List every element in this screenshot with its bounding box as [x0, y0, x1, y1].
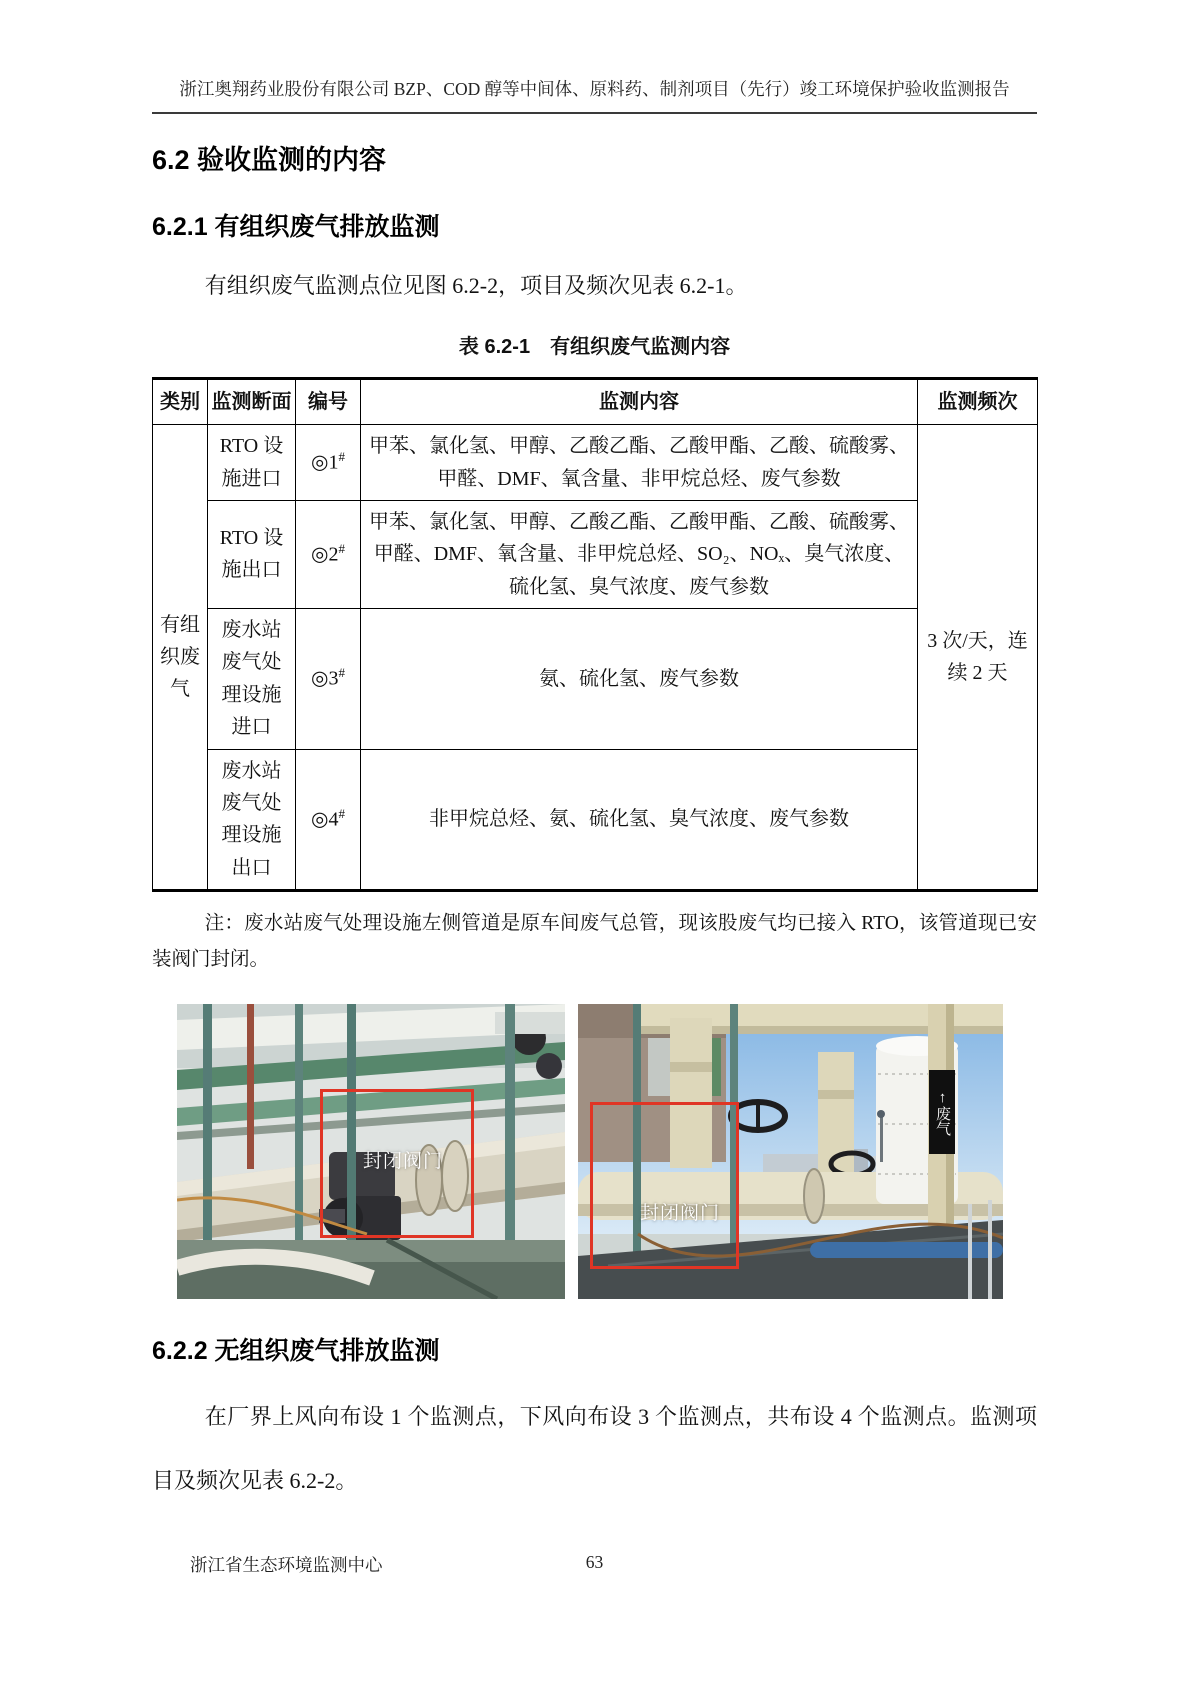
code-superscript: #: [338, 448, 345, 464]
closed-valve-label-right: 封闭阀门: [640, 1203, 721, 1225]
table-row: [153, 609, 1038, 750]
photo-left-closed-valve: [177, 1004, 565, 1299]
photo-row: [177, 1004, 1037, 1299]
blue-pipe: [810, 1242, 1003, 1258]
column-header-code: 编号: [296, 379, 361, 425]
column-header-content: 监测内容: [361, 379, 918, 425]
code-text: ◎1: [311, 451, 339, 474]
section-heading-6-2-1: 6.2.1 有组织废气排放监测: [152, 213, 440, 242]
monitoring-table: [152, 377, 1038, 892]
paragraph-6-2-1: 有组织废气监测点位见图 6.2-2，项目及频次见表 6.2-1。: [204, 273, 748, 299]
content-cell: 甲苯、氯化氢、甲醇、乙酸乙酯、乙酸甲酯、乙酸、硫酸雾、甲醛、DMF、氧含量、非甲烷总烃、SO₂、NOₓ、臭气浓度、硫化氢、臭气浓度、废气参数: [361, 500, 918, 608]
code-text: ◎2: [311, 543, 339, 566]
section-heading-6-2: 6.2 验收监测的内容: [152, 145, 387, 176]
section-heading-6-2-2: 6.2.2 无组织废气排放监测: [152, 1337, 440, 1366]
page-content: [152, 0, 1037, 1513]
table-row: [153, 425, 1038, 501]
section-cell: 废水站废气处理设施出口: [208, 749, 296, 891]
frequency-cell: 3 次/天，连续 2 天: [918, 425, 1038, 891]
page-number: 63: [585, 1552, 604, 1572]
section-cell: 废水站废气处理设施进口: [208, 609, 296, 750]
code-text: ◎3: [311, 667, 339, 690]
photo-right-closed-valve: [578, 1004, 1003, 1299]
code-text: ◎4: [311, 808, 339, 831]
column-header-section: 监测断面: [208, 379, 296, 425]
code-cell: [296, 500, 361, 608]
code-superscript: #: [338, 540, 345, 556]
table-header-row: [153, 379, 1038, 425]
table-row: [153, 749, 1038, 891]
table-note: 注：废水站废气处理设施左侧管道是原车间废气总管，现该股废气均已接入 RTO，该管道现已安装阀门封闭。: [152, 913, 1037, 971]
content-cell: 甲苯、氯化氢、甲醇、乙酸乙酯、乙酸甲酯、乙酸、硫酸雾、甲醛、DMF、氧含量、非甲烷总烃、废气参数: [361, 425, 918, 501]
closed-valve-label-left: 封闭阀门: [363, 1151, 444, 1173]
column-header-frequency: 监测频次: [918, 379, 1038, 425]
paragraph-6-2-2: 在厂界上风向布设 1 个监测点，下风向布设 3 个监测点，共布设 4 个监测点。监测项目及频次见表 6.2-2。: [152, 1404, 1037, 1494]
document-title: 浙江奥翔药业股份有限公司 BZP、COD 醇等中间体、原料药、制剂项目（先行）竣工环境保护验收监测报告: [179, 79, 1010, 99]
code-cell: [296, 425, 361, 501]
code-superscript: #: [338, 805, 345, 821]
content-cell: 非甲烷总烃、氨、硫化氢、臭气浓度、废气参数: [361, 749, 918, 891]
code-cell: [296, 749, 361, 891]
column-header-category: 类别: [153, 379, 208, 425]
table-row: [153, 500, 1038, 608]
document-header: [152, 0, 1037, 114]
category-cell: 有组织废气: [153, 425, 208, 891]
content-cell: 氨、硫化氢、废气参数: [361, 609, 918, 750]
section-cell: RTO 设施出口: [208, 500, 296, 608]
section-cell: RTO 设施进口: [208, 425, 296, 501]
annotation-box-right: [590, 1102, 739, 1269]
footer-organization: 浙江省生态环境监测中心: [190, 1555, 383, 1575]
code-cell: [296, 609, 361, 750]
waste-gas-pipe-label: ↑废气: [929, 1070, 955, 1154]
code-superscript: #: [338, 665, 345, 681]
table-caption: 表 6.2-1 有组织废气监测内容: [458, 336, 731, 359]
